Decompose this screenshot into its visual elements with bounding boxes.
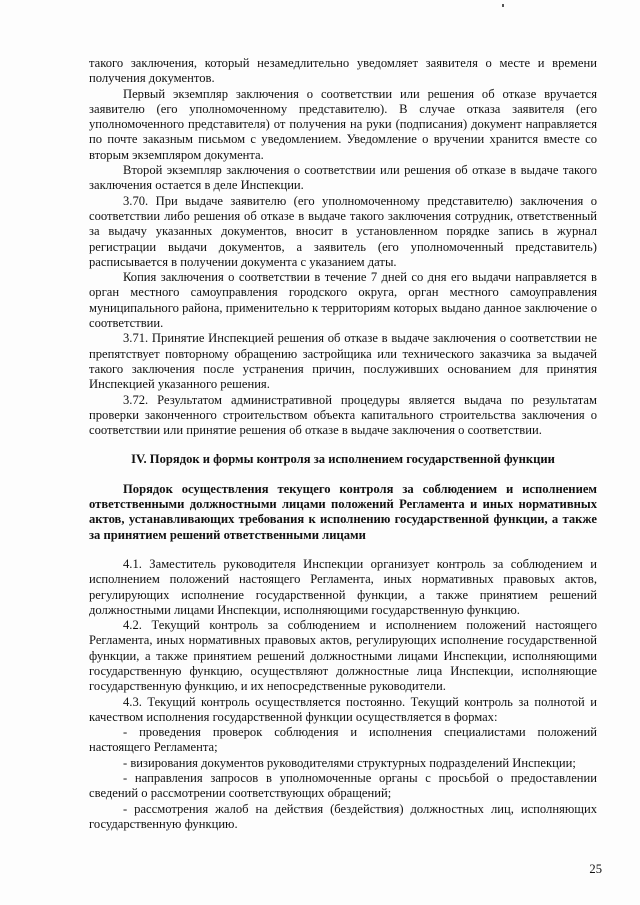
bottom-paragraphs bbox=[89, 557, 597, 832]
paragraph: 4.1. Заместитель руководителя Инспекции организует контроль за соблюдением и исполнением положений настоящего Регламента, иных нормативных правовых актов, регулирующих исполнение государственной функции, а также принятием решений должностными лицами Инспекции, исполняющими государственную функцию. bbox=[89, 556, 597, 617]
paragraph: - рассмотрения жалоб на действия (бездействия) должностных лиц, исполняющих государственную функцию. bbox=[89, 801, 597, 831]
paragraph: такого заключения, который незамедлительно уведомляет заявителя о месте и времени получения документов. bbox=[89, 56, 597, 86]
paragraph: 3.72. Результатом административной процедуры является выдача по результатам проверки законченного строительством объекта капитального строительства заключения о соответствии или принятие решения об отказе в выдаче заключения о соответствии. bbox=[89, 392, 597, 438]
paragraph: - проведения проверок соблюдения и исполнения специалистами положений настоящего Регламента; bbox=[89, 725, 597, 755]
paragraph: Второй экземпляр заключения о соответствии или решения об отказе в выдаче такого заключения остается в деле Инспекции. bbox=[89, 163, 597, 193]
paragraph: - направления запросов в уполномоченные органы с просьбой о предоставлении сведений о рассмотрении соответствующих обращений; bbox=[89, 771, 597, 801]
paragraph: Первый экземпляр заключения о соответствии или решения об отказе вручается заявителю (его уполномоченному представителю). В случае отказа заявителя (его уполномоченного представителя) от получения на руки (подписания) документ направляется по почте заказным письмом с уведомлением. Уведомление о вручении хранится вместе со вторым экземпляром документа. bbox=[89, 86, 597, 162]
paragraph: 3.70. При выдаче заявителю (его уполномоченному представителю) заключения о соответствии либо решения об отказе в выдаче такого заключения сотрудник, ответственный за выдачу указанных документов, вносит в установленном порядке запись в журнал регистрации выдачи документов, а заявитель (его уполномоченный представитель) расписывается в получении документа с указанием даты. bbox=[89, 193, 597, 269]
paragraph: 4.2. Текущий контроль за соблюдением и исполнением положений настоящего Регламента, иных нормативных правовых актов, регулирующих исполнение государственной функции, а также принятием решений должностными лицами Инспекции, исполняющими государственную функцию, осуществляют должностные лица Инспекции, исполняющие государственную функцию, и их непосредственные руководители. bbox=[89, 618, 597, 694]
page-body bbox=[89, 56, 597, 832]
section-title: IV. Порядок и формы контроля за исполнением государственной функции bbox=[131, 452, 555, 467]
paragraph: Копия заключения о соответствии в течение 7 дней со дня его выдачи направляется в орган местного самоуправления городского округа, орган местного самоуправления муниципального района, применительно к территориям которых выдано данное заключение о соответствии. bbox=[89, 270, 597, 331]
paragraph: - визирования документов руководителями структурных подразделений Инспекции; bbox=[123, 755, 576, 770]
paragraph: 3.71. Принятие Инспекцией решения об отказе в выдаче заключения о соответствии не препятствует повторному обращению застройщика или технического заказчика за выдачей такого заключения после устранения причин, послуживших основанием для принятия Инспекцией указанного решения. bbox=[89, 331, 597, 392]
top-paragraphs bbox=[89, 56, 597, 438]
scan-artifact bbox=[502, 4, 504, 7]
paragraph: 4.3. Текущий контроль осуществляется постоянно. Текущий контроль за полнотой и качеством исполнения государственной функции осуществляется в формах: bbox=[89, 694, 597, 724]
subsection-title: Порядок осуществления текущего контроля за соблюдением и исполнением ответственными должностными лицами положений Регламента и иных нормативных актов, устанавливающих требования к исполнению государственной функции, а также за принятием решений ответственными лицами bbox=[89, 481, 597, 542]
page-number: 25 bbox=[589, 862, 602, 876]
